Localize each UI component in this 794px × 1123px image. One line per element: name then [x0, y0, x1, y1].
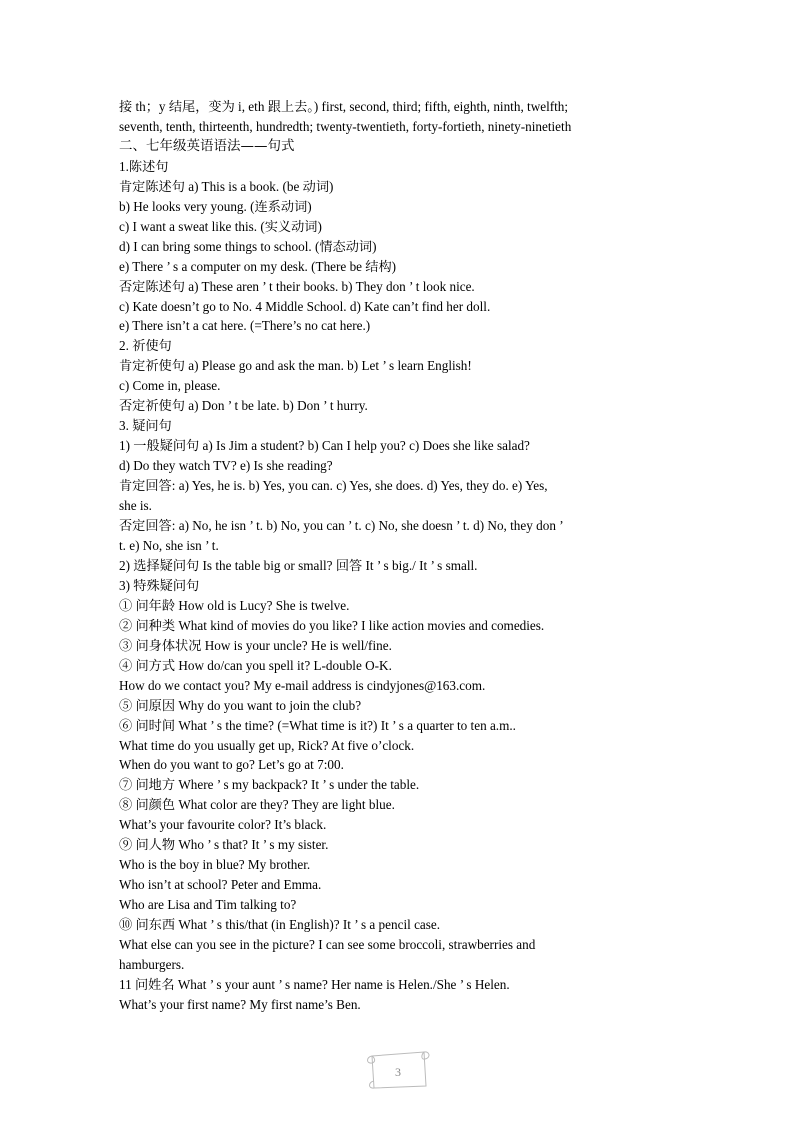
- text-line: 1) 一般疑问句 a) Is Jim a student? b) Can I help you? c) Does she like salad?: [119, 438, 530, 454]
- text-line: ⑤ 问原因 Why do you want to join the club?: [119, 697, 362, 713]
- text-line: What’s your first name? My first name’s Ben.: [119, 996, 361, 1012]
- text-line: 肯定回答: a) Yes, he is. b) Yes, you can. c) Yes, she does. d) Yes, they do. e) Yes,: [119, 478, 548, 494]
- text-line: ③ 问身体状况 How is your uncle? He is well/fine.: [119, 637, 392, 653]
- text-line: What’s your favourite color? It’s black.: [119, 817, 327, 833]
- text-line: 2) 选择疑问句 Is the table big or small? 回答 It ’ s big./ It ’ s small.: [119, 557, 478, 573]
- text-line: How do we contact you? My e-mail address is cindyjones@163.com.: [119, 677, 486, 693]
- text-line: 接 th；y 结尾，变为 i, eth 跟上去。) first, second, third; fifth, eighth, ninth, twelfth;: [119, 99, 569, 114]
- text-line: t. e) No, she isn ’ t.: [119, 537, 219, 553]
- text-line: Who is the boy in blue? My brother.: [119, 857, 311, 873]
- text-line: 肯定祈使句 a) Please go and ask the man. b) Let ’ s learn English!: [119, 358, 472, 374]
- text-line: Who isn’t at school? Peter and Emma.: [119, 877, 322, 893]
- page-number-scroll: [362, 1048, 434, 1092]
- subsection-heading: 3. 疑问句: [119, 418, 172, 434]
- text-line: ⑨ 问人物 Who ’ s that? It ’ s my sister.: [119, 837, 329, 853]
- text-line: hamburgers.: [119, 956, 185, 972]
- text-line: ② 问种类 What kind of movies do you like? I like action movies and comedies.: [119, 617, 545, 633]
- text-line: What else can you see in the picture? I can see some broccoli, strawberries and: [119, 937, 536, 953]
- text-line: d) Do they watch TV? e) Is she reading?: [119, 458, 333, 474]
- text-line: ⑥ 问时间 What ’ s the time? (=What time is it?) It ’ s a quarter to ten a.m..: [119, 717, 516, 733]
- page-number: 3: [395, 1065, 401, 1079]
- text-line: 肯定陈述句 a) This is a book. (be 动词): [119, 178, 334, 194]
- text-line: 否定祈使句 a) Don ’ t be late. b) Don ’ t hurry.: [119, 398, 368, 414]
- text-line: ⑩ 问东西 What ’ s this/that (in English)? It ’ s a pencil case.: [119, 917, 441, 933]
- text-line: When do you want to go? Let’s go at 7:00.: [119, 757, 344, 773]
- text-line: ⑦ 问地方 Where ’ s my backpack? It ’ s under the table.: [119, 777, 420, 793]
- subsection-heading: 2. 祈使句: [119, 338, 172, 354]
- text-line: b) He looks very young. (连系动词): [119, 198, 312, 214]
- text-line: ⑧ 问颜色 What color are they? They are light blue.: [119, 797, 395, 813]
- text-line: 否定回答: a) No, he isn ’ t. b) No, you can ’ t. c) No, she doesn ’ t. d) No, they don ’: [119, 518, 564, 534]
- text-line: 否定陈述句 a) These aren ’ t their books. b) They don ’ t look nice.: [119, 278, 475, 294]
- text-line: ④ 问方式 How do/can you spell it? L-double O-K.: [119, 657, 392, 673]
- text-line: seventh, tenth, thirteenth, hundredth; twenty-twentieth, forty-fortieth, ninety-ninetieth: [119, 118, 572, 134]
- text-line: e) There isn’t a cat here. (=There’s no cat here.): [119, 318, 371, 334]
- text-line: What time do you usually get up, Rick? At five o’clock.: [119, 737, 415, 753]
- text-line: she is.: [119, 498, 152, 514]
- text-line: ① 问年龄 How old is Lucy? She is twelve.: [119, 597, 350, 613]
- text-line: c) Kate doesn’t go to No. 4 Middle School. d) Kate can’t find her doll.: [119, 298, 491, 314]
- text-line: e) There ’ s a computer on my desk. (There be 结构): [119, 258, 397, 274]
- subsection-heading: 3) 特殊疑问句: [119, 577, 200, 593]
- section-heading: 二、七年级英语语法——句式: [119, 137, 295, 154]
- text-line: d) I can bring some things to school. (情态动词): [119, 238, 377, 254]
- text-line: c) I want a sweat like this. (实义动词): [119, 218, 322, 234]
- text-line: Who are Lisa and Tim talking to?: [119, 897, 297, 913]
- text-line: 11 问姓名 What ’ s your aunt ’ s name? Her name is Helen./She ’ s Helen.: [119, 976, 510, 992]
- document-body: [119, 97, 679, 1015]
- text-line: c) Come in, please.: [119, 378, 221, 394]
- subsection-heading: 1.陈述句: [119, 158, 169, 174]
